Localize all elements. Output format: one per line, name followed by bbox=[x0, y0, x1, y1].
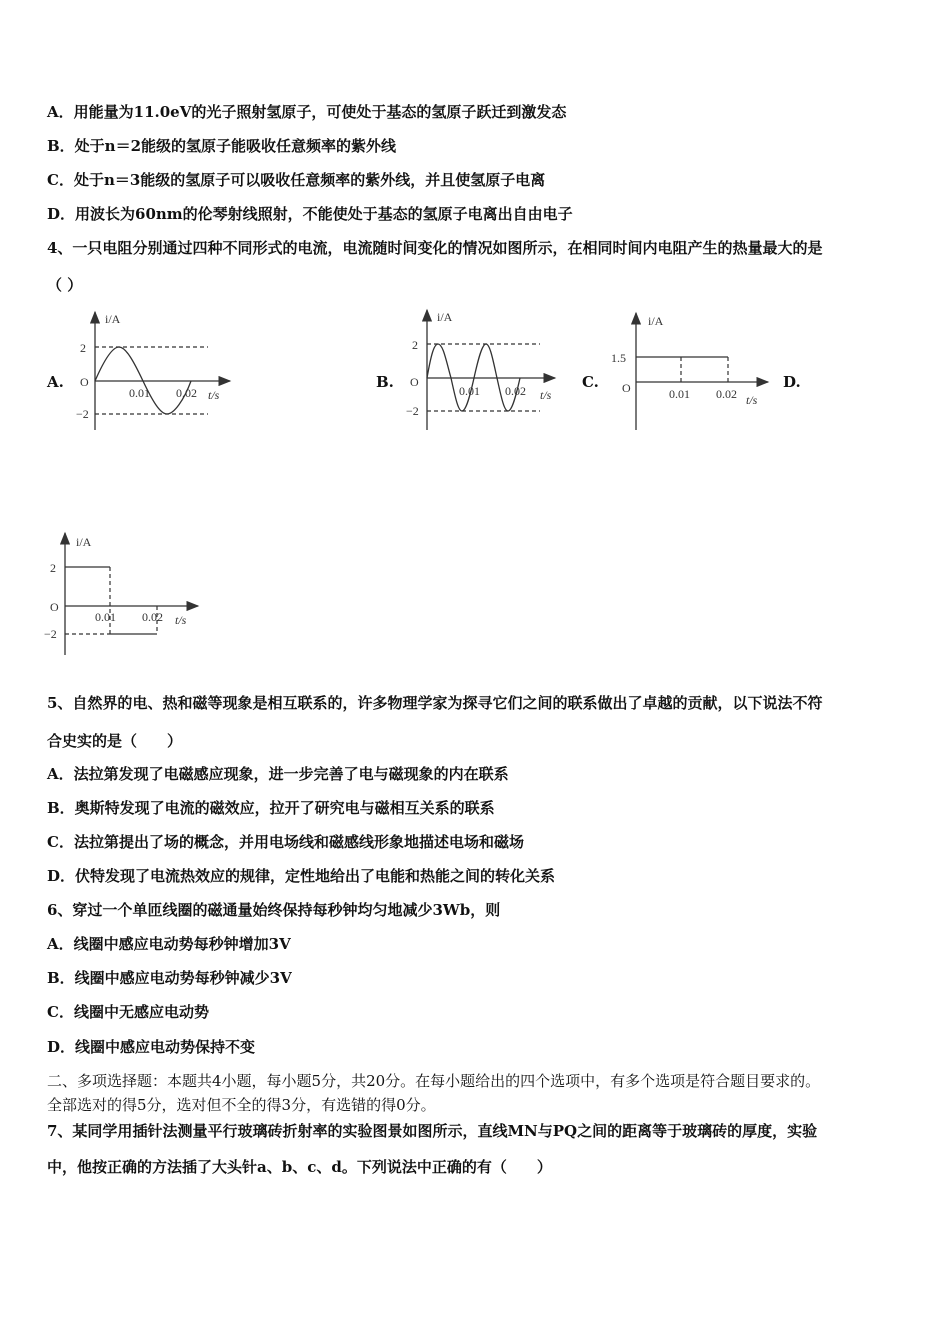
graph-b bbox=[406, 310, 555, 430]
q4-paren: （ ） bbox=[47, 276, 83, 294]
q6-option-b: B．线圈中感应电动势每秒钟减少3V bbox=[47, 969, 292, 987]
q3-option-c: C．处于n＝3能级的氢原子可以吸收任意频率的紫外线，并且使氢原子电离 bbox=[47, 171, 546, 189]
svg-text:O: O bbox=[622, 381, 631, 395]
q4-label-d: D. bbox=[783, 373, 801, 391]
graph-a bbox=[76, 312, 230, 430]
q6-option-a: A．线圈中感应电动势每秒钟增加3V bbox=[47, 935, 291, 953]
svg-text:0.02: 0.02 bbox=[716, 387, 737, 401]
svg-text:O: O bbox=[410, 375, 419, 389]
q4-label-c: C. bbox=[582, 373, 599, 391]
graph-c bbox=[611, 313, 768, 430]
svg-text:O: O bbox=[80, 375, 89, 389]
q7-stem-line1: 7、某同学用插针法测量平行玻璃砖折射率的实验图景如图所示，直线MN与PQ之间的距离等于玻璃砖的厚度，实验 bbox=[47, 1122, 818, 1140]
q5-option-c: C．法拉第提出了场的概念，并用电场线和磁感线形象地描述电场和磁场 bbox=[47, 833, 524, 851]
q3-option-a: A．用能量为11.0eV的光子照射氢原子，可使处于基态的氢原子跃迁到激发态 bbox=[47, 103, 567, 121]
q6-option-c: C．线圈中无感应电动势 bbox=[47, 1003, 209, 1021]
svg-text:i/A: i/A bbox=[437, 310, 453, 324]
svg-text:0.01: 0.01 bbox=[129, 386, 150, 400]
svg-text:2: 2 bbox=[80, 341, 86, 355]
svg-text:t/s: t/s bbox=[208, 388, 220, 402]
svg-text:−2: −2 bbox=[44, 627, 57, 641]
svg-text:i/A: i/A bbox=[648, 314, 664, 328]
svg-text:1.5: 1.5 bbox=[611, 351, 626, 365]
svg-text:t/s: t/s bbox=[746, 393, 758, 407]
svg-text:0.02: 0.02 bbox=[142, 610, 163, 624]
svg-text:t/s: t/s bbox=[540, 388, 552, 402]
svg-text:−2: −2 bbox=[406, 404, 419, 418]
svg-text:2: 2 bbox=[412, 338, 418, 352]
svg-text:0.01: 0.01 bbox=[459, 384, 480, 398]
svg-text:2: 2 bbox=[50, 561, 56, 575]
q6-option-d: D．线圈中感应电动势保持不变 bbox=[47, 1038, 256, 1056]
q5-option-d: D．伏特发现了电流热效应的规律，定性地给出了电能和热能之间的转化关系 bbox=[47, 867, 556, 885]
svg-text:0.01: 0.01 bbox=[669, 387, 690, 401]
q5-stem-line2: 合史实的是（ ） bbox=[47, 732, 183, 750]
section2-line2: 全部选对的得5分，选对但不全的得3分，有选错的得0分。 bbox=[47, 1096, 436, 1114]
svg-text:i/A: i/A bbox=[76, 535, 92, 549]
q5-option-a: A．法拉第发现了电磁感应现象，进一步完善了电与磁现象的内在联系 bbox=[47, 765, 509, 783]
q4-label-a: A. bbox=[47, 373, 64, 391]
svg-text:i/A: i/A bbox=[105, 312, 121, 326]
svg-text:−2: −2 bbox=[76, 407, 89, 421]
svg-text:t/s: t/s bbox=[175, 613, 187, 627]
q4-stem: 4、一只电阻分别通过四种不同形式的电流，电流随时间变化的情况如图所示，在相同时间内电阻产生的热量最大的是 bbox=[47, 239, 823, 257]
q7-stem-line2: 中，他按正确的方法插了大头针a、b、c、d。下列说法中正确的有（ ） bbox=[47, 1158, 552, 1176]
svg-text:O: O bbox=[50, 600, 59, 614]
svg-text:0.01: 0.01 bbox=[95, 610, 116, 624]
q3-option-b: B．处于n＝2能级的氢原子能吸收任意频率的紫外线 bbox=[47, 137, 397, 155]
q6-stem: 6、穿过一个单匝线圈的磁通量始终保持每秒钟均匀地减少3Wb，则 bbox=[47, 901, 501, 919]
q5-stem-line1: 5、自然界的电、热和磁等现象是相互联系的，许多物理学家为探寻它们之间的联系做出了卓越的贡献，以下说法不符 bbox=[47, 694, 823, 712]
svg-text:0.02: 0.02 bbox=[176, 386, 197, 400]
q4-label-b: B. bbox=[376, 373, 394, 391]
q5-option-b: B．奥斯特发现了电流的磁效应，拉开了研究电与磁相互关系的联系 bbox=[47, 799, 495, 817]
section2-line1: 二、多项选择题：本题共4小题，每小题5分，共20分。在每小题给出的四个选项中，有多个选项是符合题目要求的。 bbox=[47, 1072, 821, 1090]
svg-text:0.02: 0.02 bbox=[505, 384, 526, 398]
q3-option-d: D．用波长为60nm的伦琴射线照射，不能使处于基态的氢原子电离出自由电子 bbox=[47, 205, 573, 223]
graph-d bbox=[44, 533, 198, 655]
